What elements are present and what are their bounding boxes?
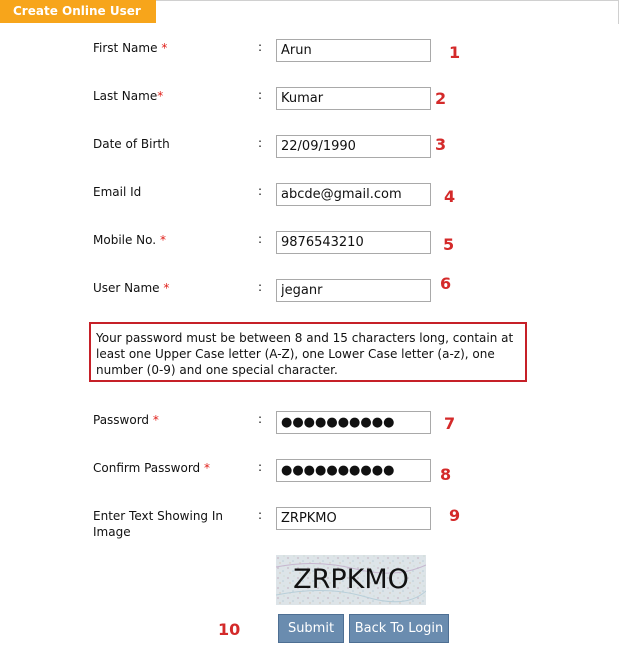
first-name-input[interactable] [276, 39, 431, 62]
captcha-label: Enter Text Showing In Image [93, 509, 224, 539]
annotation-number-7: 7 [444, 414, 456, 433]
last-name-input[interactable] [276, 87, 431, 110]
annotation-number-2: 2 [435, 89, 447, 108]
required-marker: * [157, 89, 164, 103]
required-marker: * [204, 461, 210, 475]
last-name-label [93, 88, 243, 104]
annotation-number-4: 4 [444, 187, 456, 206]
annotation-number-1: 1 [449, 43, 461, 62]
submit-button[interactable]: Submit [278, 614, 344, 643]
tab-create-online-user[interactable]: Create Online User [0, 0, 156, 23]
colon: : [258, 184, 263, 198]
captcha-image [276, 555, 426, 605]
annotation-number-3: 3 [435, 135, 447, 154]
username-label-text: User Name [93, 281, 160, 295]
email-input[interactable] [276, 183, 431, 206]
captcha-input[interactable] [276, 507, 431, 530]
required-marker: * [161, 41, 168, 55]
password-input[interactable] [276, 411, 431, 434]
mobile-label-text: Mobile No. [93, 233, 157, 247]
mobile-input[interactable] [276, 231, 431, 254]
required-marker: * [159, 233, 166, 247]
password-label [93, 412, 243, 428]
dob-label-text: Date of Birth [93, 137, 170, 151]
confirm-password-label [93, 460, 243, 476]
email-label [93, 184, 243, 200]
colon: : [258, 232, 263, 246]
colon: : [258, 460, 263, 474]
confirm-password-label-text: Confirm Password [93, 461, 201, 475]
first-name-label [93, 40, 243, 56]
email-label-text: Email Id [93, 185, 142, 199]
dob-label [93, 136, 243, 152]
annotation-number-9: 9 [449, 506, 461, 525]
back-to-login-button[interactable]: Back To Login [349, 614, 449, 643]
required-marker: * [163, 281, 170, 295]
required-marker: * [152, 413, 159, 427]
username-label [93, 280, 243, 296]
colon: : [258, 508, 263, 522]
colon: : [258, 280, 263, 294]
mobile-label [93, 232, 243, 248]
password-requirements-notice: Your password must be between 8 and 15 characters long, contain at least one Upper Case letter (A-Z), one Lower Case letter (a-z), one number (0-9) and one special character. [89, 322, 527, 382]
colon: : [258, 40, 263, 54]
tab-border-right [618, 0, 619, 24]
annotation-number-5: 5 [443, 235, 455, 254]
captcha-text: ZRPKMO [293, 564, 409, 595]
last-name-label-text: Last Name [93, 89, 158, 103]
password-label-text: Password [93, 413, 150, 427]
annotation-number-10: 10 [218, 620, 241, 639]
tab-border [156, 0, 618, 1]
confirm-password-input[interactable] [276, 459, 431, 482]
colon: : [258, 136, 263, 150]
annotation-number-8: 8 [440, 465, 452, 484]
colon: : [258, 88, 263, 102]
annotation-number-6: 6 [440, 274, 452, 293]
first-name-label-text: First Name [93, 41, 158, 55]
colon: : [258, 412, 263, 426]
username-input[interactable] [276, 279, 431, 302]
dob-input[interactable] [276, 135, 431, 158]
